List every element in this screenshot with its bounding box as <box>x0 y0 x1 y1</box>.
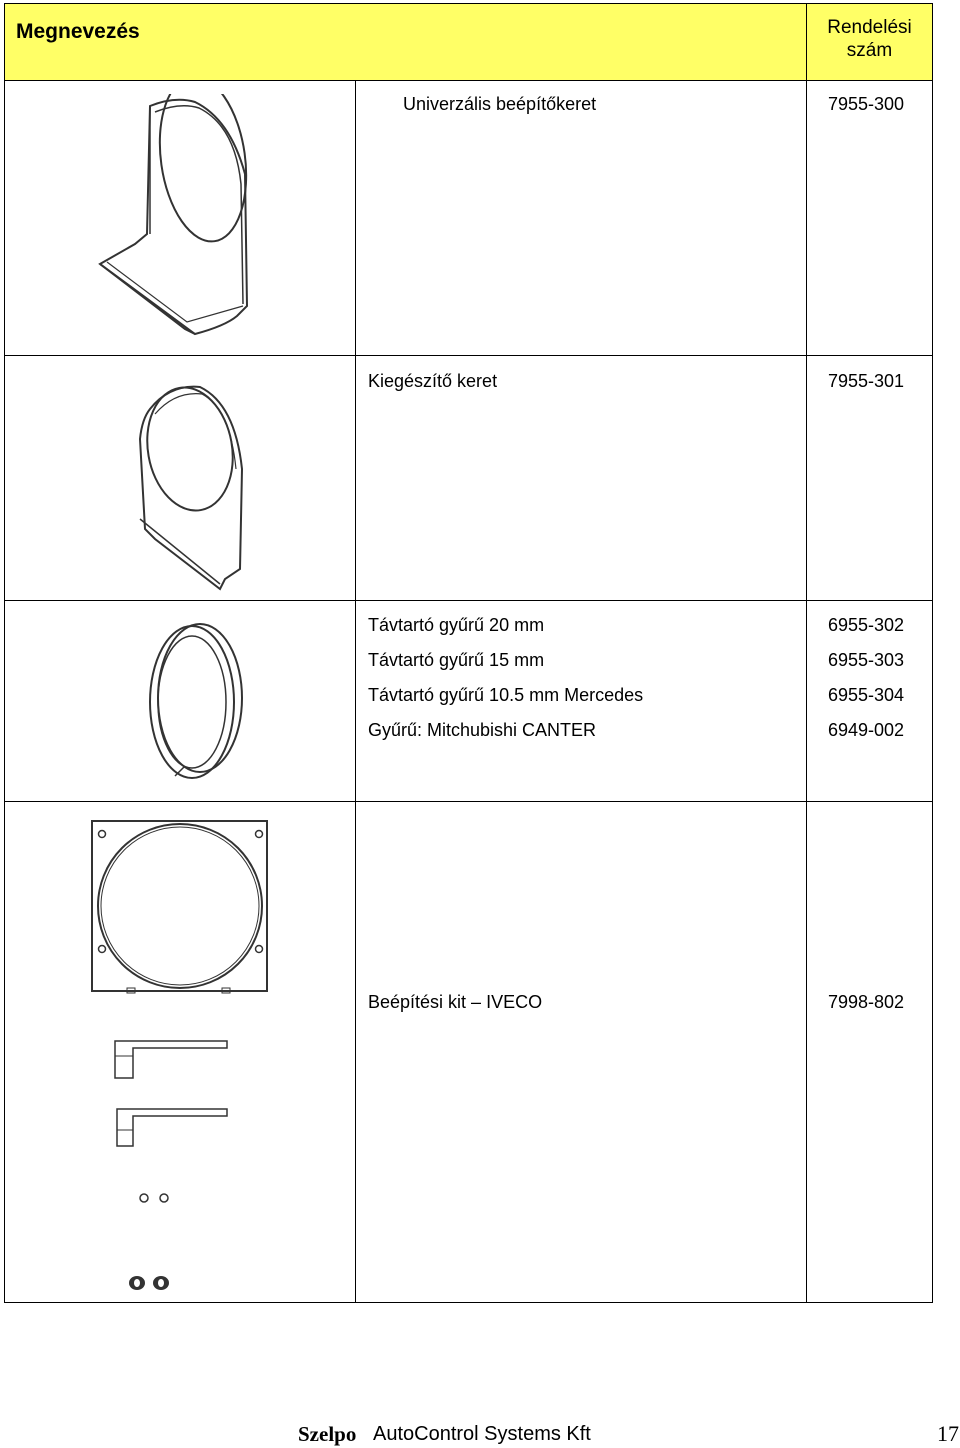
order-number: 6955-302 <box>828 615 905 635</box>
supplementary-frame-drawing <box>130 379 250 594</box>
product-name: Univerzális beépítőkeret <box>403 94 597 114</box>
column-divider-image <box>355 80 356 1302</box>
column-header-order-number-line2: szám <box>846 40 893 61</box>
universal-mounting-frame-drawing <box>95 94 275 344</box>
company-name: AutoControl Systems Kft <box>373 1423 591 1445</box>
order-number: 6955-303 <box>828 650 905 670</box>
column-header-name: Megnevezés <box>16 20 140 43</box>
iveco-installation-kit-drawing <box>87 816 277 1291</box>
table-header <box>5 4 932 81</box>
spacer-ring-drawing <box>140 616 250 791</box>
order-number: 7955-300 <box>828 94 905 114</box>
order-number: 7955-301 <box>828 371 905 391</box>
product-name: Távtartó gyűrű 10.5 mm Mercedes <box>368 685 644 705</box>
order-number: 7998-802 <box>828 992 905 1012</box>
order-number: 6949-002 <box>828 720 905 740</box>
product-name: Kiegészítő keret <box>368 371 498 391</box>
order-number: 6955-304 <box>828 685 905 705</box>
product-name: Beépítési kit – IVECO <box>368 992 543 1012</box>
column-header-order-number-line1: Rendelési <box>827 17 912 38</box>
brand-logo-text: Szelpo <box>298 1422 357 1446</box>
product-name: Gyűrű: Mitchubishi CANTER <box>368 720 597 740</box>
page-number: 17 <box>937 1421 959 1446</box>
product-name: Távtartó gyűrű 15 mm <box>368 650 545 670</box>
column-header-order-number <box>807 16 932 62</box>
page-footer <box>0 1410 960 1448</box>
row-divider <box>5 801 932 802</box>
row-divider <box>5 355 932 356</box>
product-table <box>4 3 933 1303</box>
column-divider-code <box>806 80 807 1302</box>
row-divider <box>5 600 932 601</box>
product-name: Távtartó gyűrű 20 mm <box>368 615 545 635</box>
